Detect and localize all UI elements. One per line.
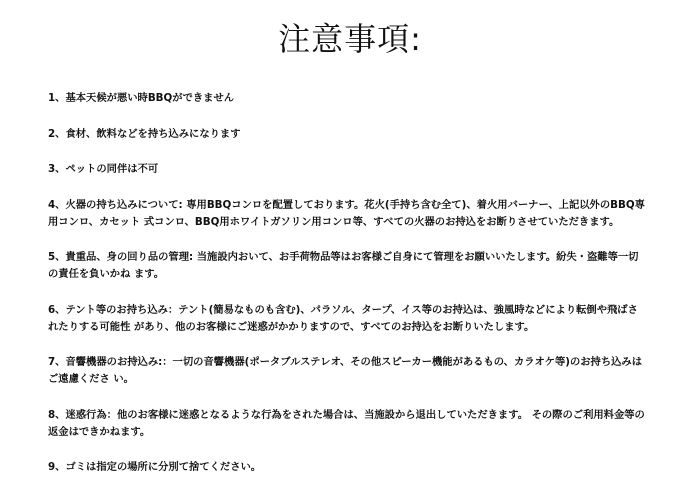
notice-item-8: 8、迷惑行為：他のお客様に迷惑となるような行為をされた場合は、当施設から退出していただきます。 その際のご利用料金等の返金はできかねます。 — [48, 408, 645, 438]
notice-item-7: 7、音響機器のお持込み:：一切の音響機器(ポータブルステレオ、その他スピーカー機能があるもの、カラオケ等)のお持ち込みはご遠慮くださ い。 — [48, 356, 643, 385]
notice-item-9: 9、ゴミは指定の場所に分別て捨てください。 — [48, 461, 262, 473]
notice-list — [48, 90, 648, 495]
notice-item-3: 3、ペットの同伴は不可 — [48, 163, 159, 175]
notice-item-5: 5、貴重品、身の回り品の管理: 当施設内おいて、お手荷物品等はお客様ご自身にて管理をお願いいたします。紛失・盗難等一切の責任を負いかね ます。 — [48, 251, 639, 280]
notice-item-2: 2、食材、飲料などを持ち込みになります — [48, 127, 241, 140]
notice-item-4: 4、火器の持ち込みについて: 専用BBQコンロを配置しております。花火(手持ち含む全て)、着火用バーナー、上記以外のBBQ専用コンロ、カセット 式コンロ、BBQ用ホワイトガソリン用コンロ等、すべての火器のお持込をお断りさせていただきます。 — [48, 198, 645, 228]
page-title: 注意事項: — [278, 20, 422, 58]
notice-item-6: 6、テント等のお持ち込み：テント(簡易なものも含む)、パラソル、タープ、イス等のお持込は、強風時などにより転倒や飛ばされたりする可能性 があり、他のお客様にご迷惑がかかりますので、すべてのお持込をお断りいたします。 — [48, 303, 638, 333]
notice-item-1: 1、基本天候が悪い時BBQができません — [48, 92, 235, 104]
